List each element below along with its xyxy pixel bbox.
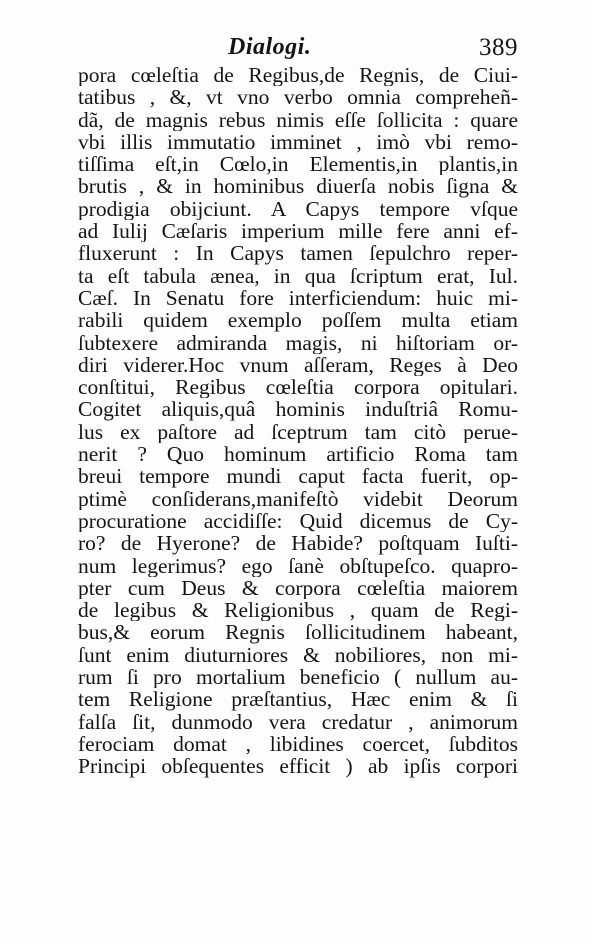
text-line: ta eſt tabula ænea, in qua ſcriptum erat, Iul. xyxy=(78,264,518,287)
text-line: rabili quidem exemplo poſſem multa etiam xyxy=(78,309,518,332)
text-line: conſtitui, Regibus cœleſtia corpora opitulari. xyxy=(78,376,518,399)
text-line: lus ex paſtore ad ſceptrum tam citò perue- xyxy=(78,420,518,444)
text-line: tiſſima eſt,in Cœlo,in Elementis,in plantis,in xyxy=(78,153,518,176)
running-title: Dialogi. xyxy=(228,34,312,60)
text-line: ptimè conſiderans,manifeſtò videbit Deorum xyxy=(78,487,518,510)
text-line: dã, de magnis rebus nimis eſſe ſollicita : quare xyxy=(78,108,518,131)
text-line: procuratione accidiſſe: Quid dicemus de Cy- xyxy=(78,509,518,533)
text-line: de legibus & Religionibus , quam de Regi- xyxy=(78,599,518,622)
text-line: brutis , & in hominibus diuerſa nobis ſigna & xyxy=(78,175,518,198)
text-line: diri viderer.Hoc vnum aſſeram, Reges à Deo xyxy=(78,353,518,377)
text-line: Principi obſequentes efficit ) ab ipſis corpori xyxy=(78,755,518,778)
text-line: num legerimus? ego ſanè obſtupeſco. quapro- xyxy=(78,554,518,577)
text-line: prodigia obijciunt. A Capys tempore vſque xyxy=(78,197,518,221)
page-number: 389 xyxy=(479,34,518,61)
text-line: ſunt enim diuturniores & nobiliores, non mi- xyxy=(78,643,518,667)
text-line: Cæſ. In Senatu fore interficiendum: huic mi- xyxy=(78,286,518,310)
text-line: nerit ? Quo hominum artificio Roma tam xyxy=(78,443,518,466)
running-head xyxy=(78,34,518,66)
text-line: bus,& eorum Regnis ſollicitudinem habeant, xyxy=(78,621,518,644)
text-line: pora cœleſtia de Regibus,de Regnis, de Ciui- xyxy=(78,64,518,87)
text-line: pter cum Deus & corpora cœleſtia maiorem xyxy=(78,576,518,600)
body-text xyxy=(78,64,518,778)
text-line: falſa ſit, dunmodo vera credatur , animorum xyxy=(78,710,518,733)
text-line: rum ſi pro mortalium beneficio ( nullum au- xyxy=(78,666,518,689)
text-line: breui tempore mundi caput facta fuerit, op- xyxy=(78,465,518,488)
text-line: ro? de Hyerone? de Habide? poſtquam Iuſti- xyxy=(78,532,518,555)
text-line: ferociam domat , libidines coercet, ſubditos xyxy=(78,732,518,756)
text-line: tatibus , &, vt vno verbo omnia compreheñ- xyxy=(78,86,518,109)
text-line: Cogitet aliquis,quâ hominis induſtriâ Romu- xyxy=(78,398,518,421)
text-line: ad Iulij Cæſaris imperium mille fere anni ef- xyxy=(78,220,518,243)
text-line: tem Religione præſtantius, Hæc enim & ſi xyxy=(78,688,518,711)
text-line: ſubtexere admiranda magis, ni hiſtoriam or- xyxy=(78,331,518,354)
text-line: vbi illis immutatio imminet , imò vbi remo- xyxy=(78,130,518,154)
text-line: fluxerunt : In Capys tamen ſepulchro reper- xyxy=(78,242,518,265)
